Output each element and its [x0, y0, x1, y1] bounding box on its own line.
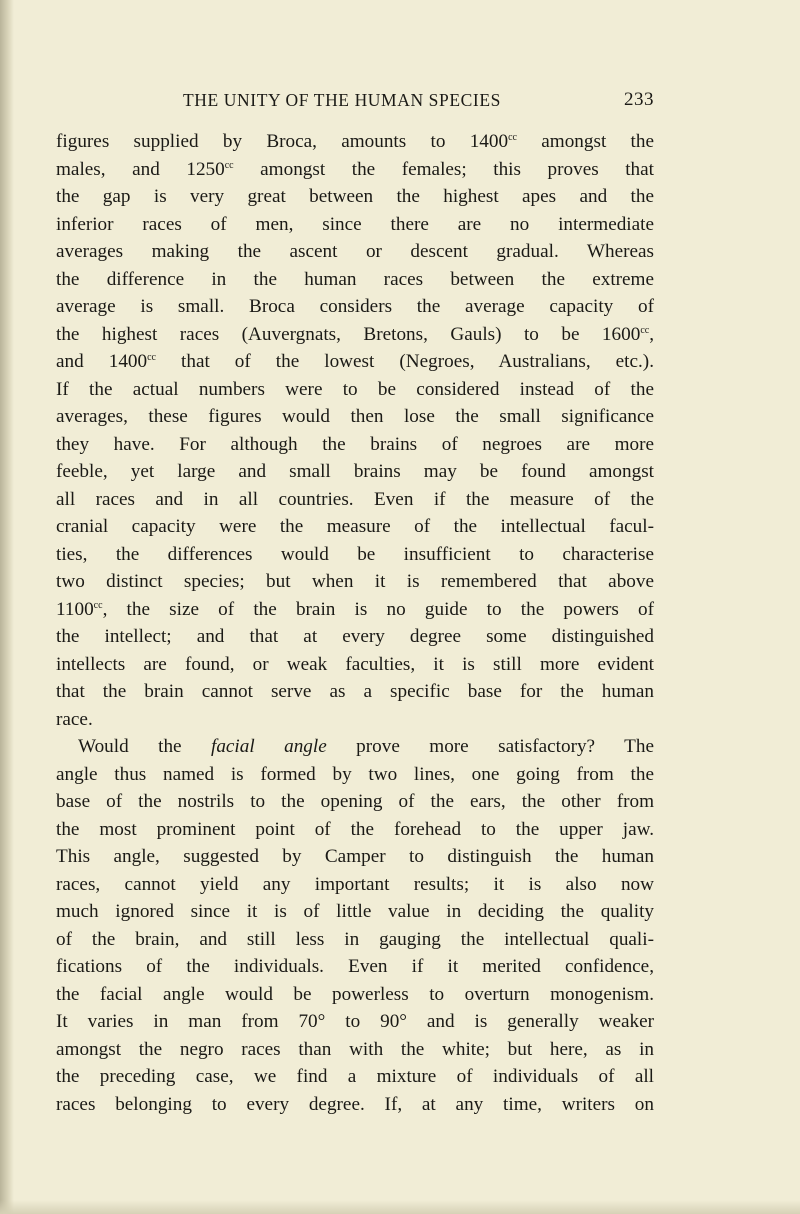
- unit-superscript: cc: [508, 132, 517, 143]
- text-line: the most prominent point of the forehead to the upper jaw.: [56, 818, 654, 840]
- text-line: the gap is very great between the highest apes and the: [56, 186, 654, 207]
- text-line: averages making the ascent or descent gradual. Whereas: [56, 241, 654, 262]
- text-line: and $1400^{cc}$ that of the lowest (Negroes, Australians, etc.).: [56, 351, 654, 372]
- page-number: 233: [624, 89, 654, 110]
- body-text: [56, 128, 654, 1118]
- text-line: feeble, yet large and small brains may be found amongst: [56, 461, 654, 482]
- text-line: two distinct species; but when it is remembered that above: [56, 571, 654, 592]
- text-line: all races and in all countries. Even if the measure of the: [56, 488, 654, 510]
- text-line: Would the facial angle prove more satisfactory? The: [78, 736, 654, 757]
- text-line: amongst the negro races than with the white; but here, as in: [56, 1038, 654, 1060]
- text-line: the highest races (Auvergnats, Bretons, Gauls) to be $1600^{cc}$,: [56, 323, 654, 345]
- text-line: much ignored since it is of little value in deciding the quality: [56, 901, 654, 922]
- text-line: fications of the individuals. Even if it merited confidence,: [56, 956, 654, 977]
- text-line: average is small. Broca considers the average capacity of: [56, 296, 654, 317]
- text-line: they have. For although the brains of negroes are more: [56, 433, 654, 455]
- text-line: races, cannot yield any important results; it is also now: [56, 873, 654, 895]
- unit-superscript: cc: [640, 324, 650, 336]
- text-line: the difference in the human races between the extreme: [56, 268, 654, 290]
- text-line: $1100^{cc}$, the size of the brain is no guide to the powers of: [56, 598, 654, 620]
- text-line: This angle, suggested by Camper to distinguish the human: [56, 846, 654, 867]
- text-line: intellects are found, or weak faculties, it is still more evident: [56, 653, 654, 675]
- unit-superscript: cc: [93, 599, 103, 611]
- text-line: races belonging to every degree. If, at any time, writers on: [56, 1093, 654, 1115]
- text-line: that the brain cannot serve as a specific base for the human: [56, 681, 654, 702]
- text-line: It varies in man from 70° to 90° and is generally weaker: [56, 1011, 654, 1032]
- page-bottom-edge: [0, 1200, 800, 1214]
- running-head: THE UNITY OF THE HUMAN SPECIES: [183, 90, 501, 110]
- text-line: base of the nostrils to the opening of the ears, the other from: [56, 791, 654, 812]
- text-line: males, and $1250^{cc}$ amongst the females; this proves that: [56, 158, 654, 180]
- text-line: the facial angle would be powerless to overturn monogenism.: [56, 983, 654, 1005]
- unit-superscript: cc: [224, 159, 234, 171]
- text-line: ties, the differences would be insufficient to characterise: [56, 543, 654, 565]
- text-line: of the brain, and still less in gauging the intellectual quali-: [56, 928, 654, 950]
- italic-term: facial angle: [210, 736, 327, 757]
- text-line: cranial capacity were the measure of the intellectual facul-: [56, 516, 654, 537]
- text-line: figures supplied by Broca, amounts to $1400^{cc}$ amongst the: [56, 131, 655, 152]
- text-line: the intellect; and that at every degree some distinguished: [56, 626, 654, 647]
- page-header: [183, 90, 654, 114]
- unit-superscript: cc: [147, 352, 156, 363]
- text-line: the preceding case, we find a mixture of individuals of all: [56, 1066, 654, 1087]
- page-gutter-shadow: [0, 0, 14, 1214]
- text-line: angle thus named is formed by two lines, one going from the: [56, 763, 654, 785]
- text-line: race.: [56, 708, 93, 730]
- text-line: averages, these figures would then lose the small significance: [56, 406, 654, 427]
- text-line: If the actual numbers were to be considered instead of the: [56, 378, 654, 400]
- text-line: inferior races of men, since there are no intermediate: [56, 213, 654, 235]
